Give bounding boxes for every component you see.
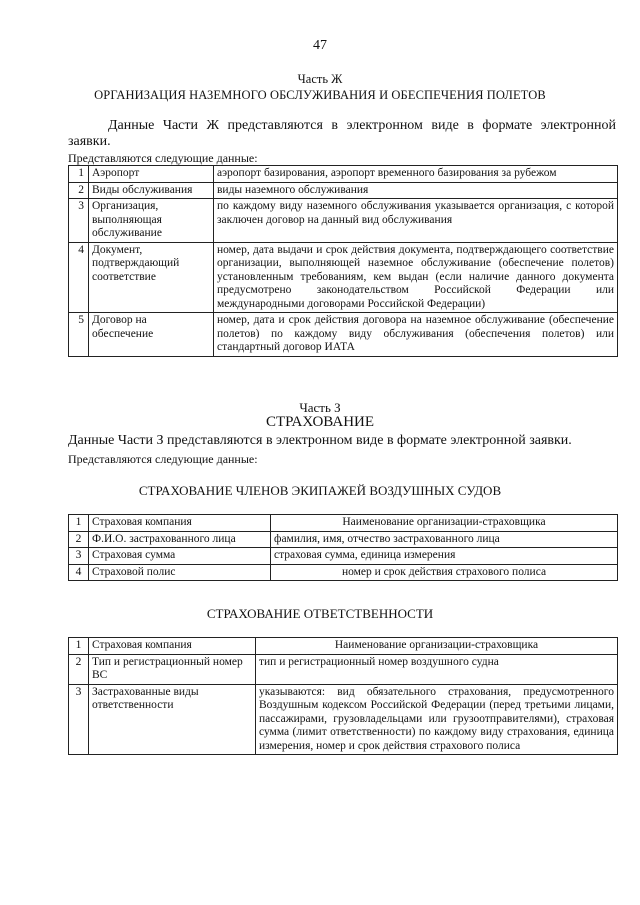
row-name: Страховая компания [89, 515, 271, 532]
row-name: Застрахованные виды ответственности [89, 684, 256, 755]
row-name: Страховая сумма [89, 548, 271, 565]
row-number: 2 [69, 182, 89, 199]
row-name: Тип и регистрационный номер ВС [89, 654, 256, 684]
row-name: Страховой полис [89, 564, 271, 581]
row-name: Ф.И.О. застрахованного лица [89, 531, 271, 548]
table-row [69, 166, 618, 183]
part-z-label: Часть З [299, 400, 341, 415]
row-description: номер, дата и срок действия договора на наземное обслуживание (обеспечение полетов) по каждому виду обслуживания (обеспечения полетов) или стандартный договор ИАТА [214, 313, 618, 357]
table-row [69, 515, 618, 532]
row-number: 4 [69, 242, 89, 313]
row-description: номер и срок действия страхового полиса [271, 564, 618, 581]
crew-insurance-heading: СТРАХОВАНИЕ ЧЛЕНОВ ЭКИПАЖЕЙ ВОЗДУШНЫХ СУДОВ [138, 483, 502, 498]
row-description: виды наземного обслуживания [214, 182, 618, 199]
row-number: 1 [69, 515, 89, 532]
table-row [69, 638, 618, 655]
part-zh-lead: Представляются следующие данные: [68, 151, 258, 165]
table-row [69, 548, 618, 565]
row-description: фамилия, имя, отчество застрахованного лица [271, 531, 618, 548]
row-number: 1 [69, 638, 89, 655]
row-name: Виды обслуживания [89, 182, 214, 199]
row-name: Аэропорт [89, 166, 214, 183]
row-name: Договор на обеспечение [89, 313, 214, 357]
part-zh-label: Часть Ж [297, 72, 343, 86]
row-description: номер, дата выдачи и срок действия документа, подтверждающего соответствие организации, выполняющей наземное обслуживание (обеспечение полетов) установленным требованиям, кем выдан (если наличие данного документа предусмотрено законодательством Российской Федерации или международными договорами Российской Федерации) [214, 242, 618, 313]
part-z-lead: Представляются следующие данные: [68, 452, 258, 466]
table-row [69, 199, 618, 243]
row-description: тип и регистрационный номер воздушного судна [256, 654, 618, 684]
liability-insurance-heading: СТРАХОВАНИЕ ОТВЕТСТВЕННОСТИ [206, 606, 434, 621]
table-row [69, 654, 618, 684]
part-zh-table [68, 165, 618, 357]
table-row [69, 564, 618, 581]
part-zh-intro: Данные Части Ж представляются в электронном виде в формате электронной заявки. [68, 118, 616, 149]
row-name: Документ, подтверждающий соответствие [89, 242, 214, 313]
table-row [69, 313, 618, 357]
table-row [69, 182, 618, 199]
row-description: Наименование организации-страховщика [256, 638, 618, 655]
row-description: указываются: вид обязательного страхования, предусмотренного Воздушным кодексом Российской Федерации (перед третьими лицами, пассажирами, грузовладельцами или грузоотправителями), страховая сумма (лимит ответственности) по каждому виду страхования, единица измерения, номер и срок действия страхового полиса [256, 684, 618, 755]
part-z-intro: Данные Части З представляются в электронном виде в формате электронной заявки. [68, 433, 572, 448]
liability-insurance-table [68, 637, 618, 755]
part-z-title: СТРАХОВАНИЕ [265, 414, 375, 430]
page-number: 47 [313, 38, 327, 53]
row-description: Наименование организации-страховщика [271, 515, 618, 532]
row-description: аэропорт базирования, аэропорт временного базирования за рубежом [214, 166, 618, 183]
row-number: 1 [69, 166, 89, 183]
row-number: 5 [69, 313, 89, 357]
row-number: 4 [69, 564, 89, 581]
row-description: страховая сумма, единица измерения [271, 548, 618, 565]
crew-insurance-table [68, 514, 618, 581]
row-number: 3 [69, 684, 89, 755]
row-description: по каждому виду наземного обслуживания указывается организация, с которой заключен договор на данный вид обслуживания [214, 199, 618, 243]
row-name: Страховая компания [89, 638, 256, 655]
table-row [69, 242, 618, 313]
row-name: Организация, выполняющая обслуживание [89, 199, 214, 243]
row-number: 2 [69, 531, 89, 548]
row-number: 2 [69, 654, 89, 684]
row-number: 3 [69, 199, 89, 243]
row-number: 3 [69, 548, 89, 565]
part-zh-title: ОРГАНИЗАЦИЯ НАЗЕМНОГО ОБСЛУЖИВАНИЯ И ОБЕСПЕЧЕНИЯ ПОЛЕТОВ [94, 88, 546, 102]
table-row [69, 531, 618, 548]
table-row [69, 684, 618, 755]
